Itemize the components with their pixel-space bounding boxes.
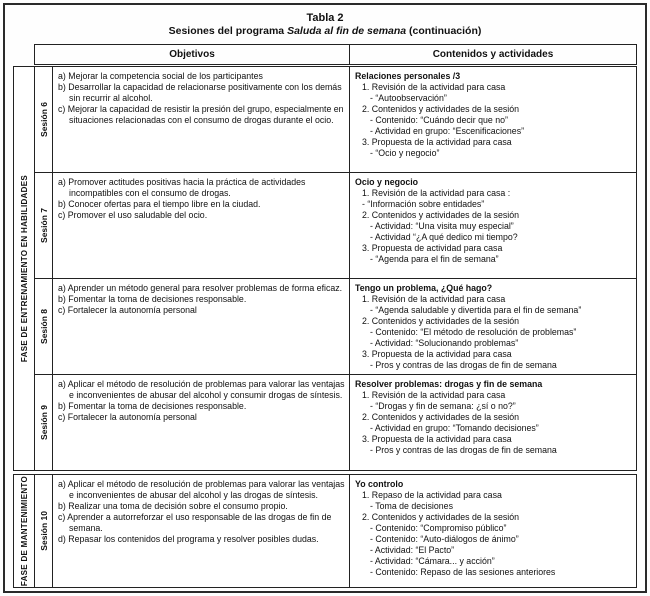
content-item: 1. Revisión de la actividad para casa [362,294,506,304]
content-item: - “Drogas y fin de semana: ¿sí o no?” [370,401,516,411]
content-item: 1. Revisión de la actividad para casa [362,390,506,400]
objective-item: b) Realizar una toma de decisión sobre el consumo propio. [58,501,288,511]
table-number: Tabla 2 [306,12,344,24]
content-item: - “Agenda saludable y divertida para el fin de semana” [370,305,582,315]
session-label-cell [35,279,53,374]
content-item: - “Autoobservación” [370,93,447,103]
objective-item: c) Mejorar la capacidad de resistir la presión del grupo, especialmente en situaciones relacionadas con el consumo de drogas durante el ocio. [58,104,344,125]
content-title: Resolver problemas: drogas y fin de semana [355,379,543,389]
objective-item: c) Fortalecer la autonomía personal [58,412,197,422]
objetivos-cell [53,375,350,470]
table-title [8,25,642,38]
table-body [13,66,637,588]
session-rows [35,67,636,470]
objective-item: b) Fomentar la toma de decisiones responsable. [58,401,247,411]
content-item: - Actividad en grupo: “Escenificaciones” [370,126,525,136]
content-item: - Actividad en grupo: “Tomando decisiones” [370,423,539,433]
content-item: - “Ocio y negocio” [370,148,440,158]
session-row [35,173,636,279]
session-label-cell [35,375,53,470]
table-title-suffix: (continuación) [406,25,482,37]
content-item: - “Agenda para el fin de semana” [370,254,499,264]
phase-label: FASE DE MANTENIMIENTO [19,475,29,587]
objetivos-cell [53,173,350,278]
column-header-objetivos: Objetivos [35,45,350,64]
content-item: 2. Contenidos y actividades de la sesión [362,210,519,220]
session-label-cell [35,475,53,587]
phase-block [13,474,637,588]
content-item: - Pros y contras de las drogas de fin de semana [370,445,557,455]
content-item: 1. Revisión de la actividad para casa : [362,188,511,198]
content-item: - Contenido: “Compromiso público” [370,523,507,533]
column-header-contenidos: Contenidos y actividades [432,49,554,60]
session-row [35,67,636,173]
session-row [35,375,636,470]
session-label: Sesión 8 [38,309,49,344]
session-label: Sesión 6 [38,102,49,137]
content-item: 3. Propuesta de la actividad para casa [362,434,512,444]
content-item: - Actividad: “Solucionando problemas” [370,338,519,348]
objective-item: b) Conocer ofertas para el tiempo libre en la ciudad. [58,199,261,209]
content-title: Yo controlo [355,479,404,489]
contenidos-cell [350,173,636,278]
content-item: 2. Contenidos y actividades de la sesión [362,316,519,326]
content-title: Ocio y negocio [355,177,419,187]
objetivos-cell [53,279,350,374]
objetivos-cell [53,475,350,587]
phase-label-cell [14,67,35,470]
content-item: - Contenido: “El método de resolución de problemas” [370,327,577,337]
content-item: - Actividad: “Una visita muy especial” [370,221,514,231]
content-title: Tengo un problema, ¿Qué hago? [355,283,493,293]
content-item: 3. Propuesta de actividad para casa [362,243,503,253]
session-row [35,279,636,375]
content-item: 1. Repaso de la actividad para casa [362,490,502,500]
session-label: Sesión 10 [38,511,49,551]
session-row [35,475,636,587]
objective-item: a) Aprender un método general para resolver problemas de forma eficaz. [58,283,343,293]
sessions-table [13,44,637,588]
session-rows [35,475,636,587]
content-item: - Contenido: “Cuándo decir que no” [370,115,508,125]
objective-item: c) Aprender a autorreforzar el uso responsable de las drogas de fin de semana. [58,512,332,533]
content-item: - Actividad “¿A qué dedico mi tiempo? [370,232,518,242]
content-item: 1. Revisión de la actividad para casa [362,82,506,92]
table-header-row [34,44,637,65]
session-label: Sesión 9 [38,405,49,440]
session-label-cell [35,67,53,172]
objective-item: a) Aplicar el método de resolución de problemas para valorar las ventajas e inconvenientes de abusar del alcohol y consumir drogas de síntesis. [58,379,345,400]
objective-item: a) Mejorar la competencia social de los participantes [58,71,263,81]
session-label: Sesión 7 [38,208,49,243]
content-item: - Contenido: Repaso de las sesiones anteriores [370,567,556,577]
page-content [5,5,645,591]
content-item: 2. Contenidos y actividades de la sesión [362,412,519,422]
content-item: - Actividad: “El Pacto” [370,545,455,555]
content-item: 2. Contenidos y actividades de la sesión [362,104,519,114]
objetivos-cell [53,67,350,172]
objective-item: d) Repasar los contenidos del programa y resolver posibles dudas. [58,534,319,544]
content-item: 3. Propuesta de la actividad para casa [362,137,512,147]
program-name: Saluda al fin de semana [287,25,407,37]
contenidos-cell [350,279,636,374]
objective-item: c) Fortalecer la autonomía personal [58,305,197,315]
content-item: 3. Propuesta de la actividad para casa [362,349,512,359]
objective-item: b) Desarrollar la capacidad de relacionarse positivamente con los demás sin recurrir al alcohol. [58,82,342,103]
contenidos-cell [350,67,636,172]
contenidos-cell [350,375,636,470]
phase-block [13,66,637,471]
content-item: - “Información sobre entidades” [362,199,485,209]
objective-item: a) Aplicar el método de resolución de problemas para valorar las ventajas e inconvenientes de abusar del alcohol y las drogas de síntesis. [58,479,345,500]
content-item: - Pros y contras de las drogas de fin de semana [370,360,557,370]
table-title-prefix: Sesiones del programa [168,25,288,37]
objective-item: c) Promover el uso saludable del ocio. [58,210,208,220]
phase-label: FASE DE ENTRENAMIENTO EN HABILIDADES [19,174,29,363]
table-caption [8,12,642,38]
content-item: - Toma de decisiones [370,501,453,511]
content-item: - Actividad: “Cámara... y acción” [370,556,495,566]
contenidos-cell [350,475,636,587]
session-label-cell [35,173,53,278]
content-item: - Contenido: “Auto-diálogos de ánimo” [370,534,519,544]
objective-item: b) Fomentar la toma de decisiones responsable. [58,294,247,304]
phase-label-cell [14,475,35,587]
objective-item: a) Promover actitudes positivas hacia la práctica de actividades incompatibles con el consumo de drogas. [58,177,306,198]
content-item: 2. Contenidos y actividades de la sesión [362,512,519,522]
content-title: Relaciones personales /3 [355,71,461,81]
